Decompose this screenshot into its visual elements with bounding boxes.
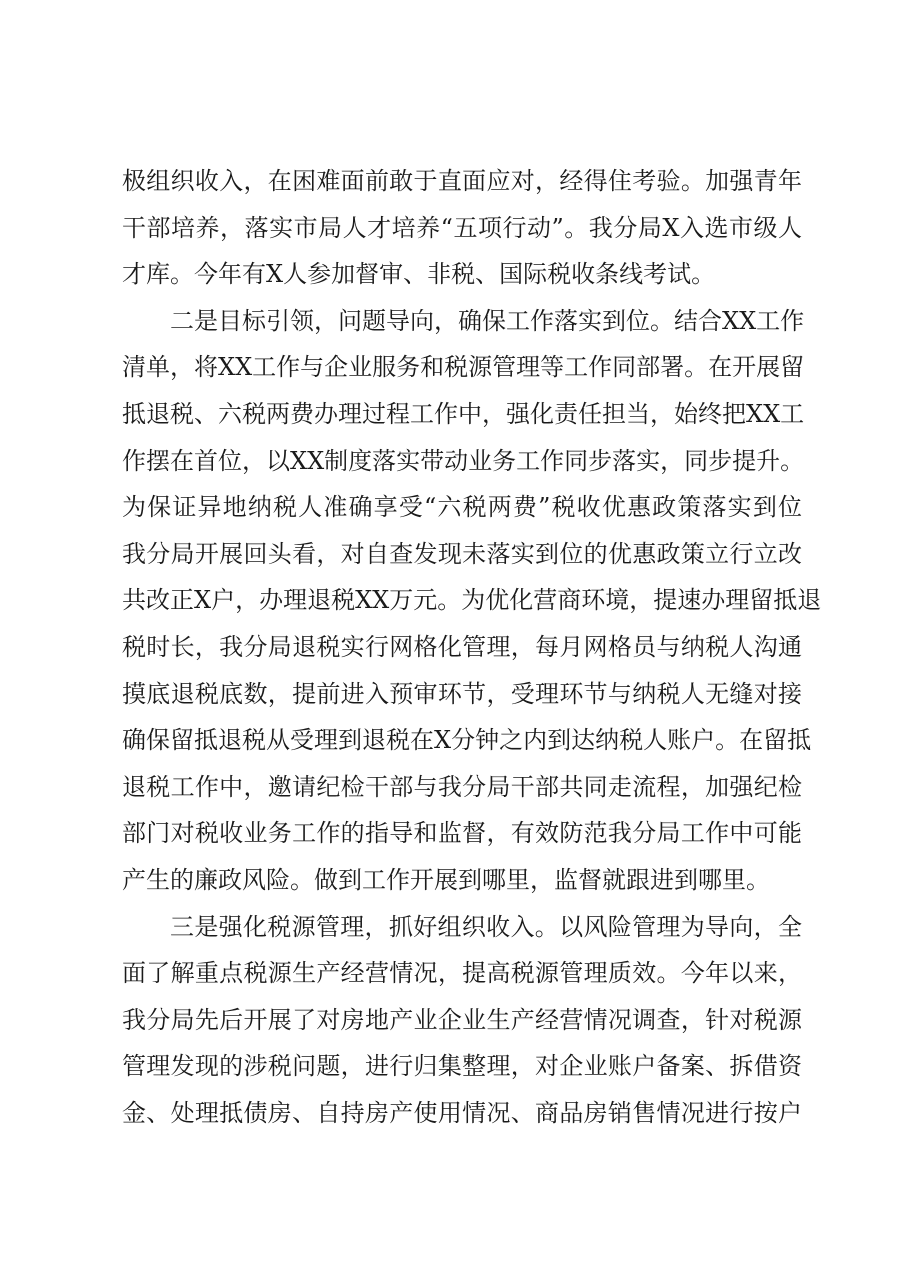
text-line: 我分局开展回头看，对自查发现未落实到位的优惠政策立行立改 (122, 539, 802, 568)
paragraph-third (122, 904, 802, 1137)
text-line: 三是强化税源管理，抓好组织收入。以风险管理为导向，全 (170, 912, 802, 941)
text-line: 部门对税收业务工作的指导和监督，有效防范我分局工作中可能 (122, 819, 802, 848)
text-line: 抵退税、六税两费办理过程工作中，强化责任担当，始终把XX工 (122, 399, 805, 428)
document-body (122, 158, 822, 1136)
text-line: 产生的廉政风险。做到工作开展到哪里，监督就跟进到哪里。 (122, 865, 770, 894)
text-line: 管理发现的涉税问题，进行归集整理，对企业账户备案、拆借资 (122, 1052, 802, 1081)
text-line: 摸底退税底数，提前进入预审环节，受理环节与纳税人无缝对接 (122, 679, 802, 708)
text-line: 清单，将XX工作与企业服务和税源管理等工作同部署。在开展留 (122, 353, 805, 382)
text-line: 面了解重点税源生产经营情况，提高税源管理质效。今年以来， (122, 959, 802, 988)
text-line: 税时长，我分局退税实行网格化管理，每月网格员与纳税人沟通 (122, 632, 802, 661)
paragraph-second (122, 298, 822, 904)
text-line: 共改正X户，办理退税XX万元。为优化营商环境，提速办理留抵退 (122, 586, 822, 615)
text-line: 才库。今年有X人参加督审、非税、国际税收条线考试。 (122, 260, 716, 289)
text-line: 干部培养，落实市局人才培养“五项行动”。我分局X入选市级人 (122, 213, 802, 242)
text-line: 金、处理抵债房、自持房产使用情况、商品房销售情况进行按户 (122, 1098, 802, 1127)
text-line: 作摆在首位，以XX制度落实带动业务工作同步落实，同步提升。 (122, 446, 805, 475)
text-line: 极组织收入，在困难面前敢于直面应对，经得住考验。加强青年 (122, 167, 802, 195)
text-line: 二是目标引领，问题导向，确保工作落实到位。结合XX工作 (170, 306, 805, 335)
text-line: 为保证异地纳税人准确享受“六税两费”税收优惠政策落实到位 (122, 493, 802, 522)
paragraph-continuation (122, 158, 802, 298)
text-line: 确保留抵退税从受理到退税在X分钟之内到达纳税人账户。在留抵 (122, 726, 812, 755)
text-line: 退税工作中，邀请纪检干部与我分局干部共同走流程，加强纪检 (122, 772, 802, 801)
text-line: 我分局先后开展了对房地产业企业生产经营情况调查，针对税源 (122, 1005, 802, 1034)
